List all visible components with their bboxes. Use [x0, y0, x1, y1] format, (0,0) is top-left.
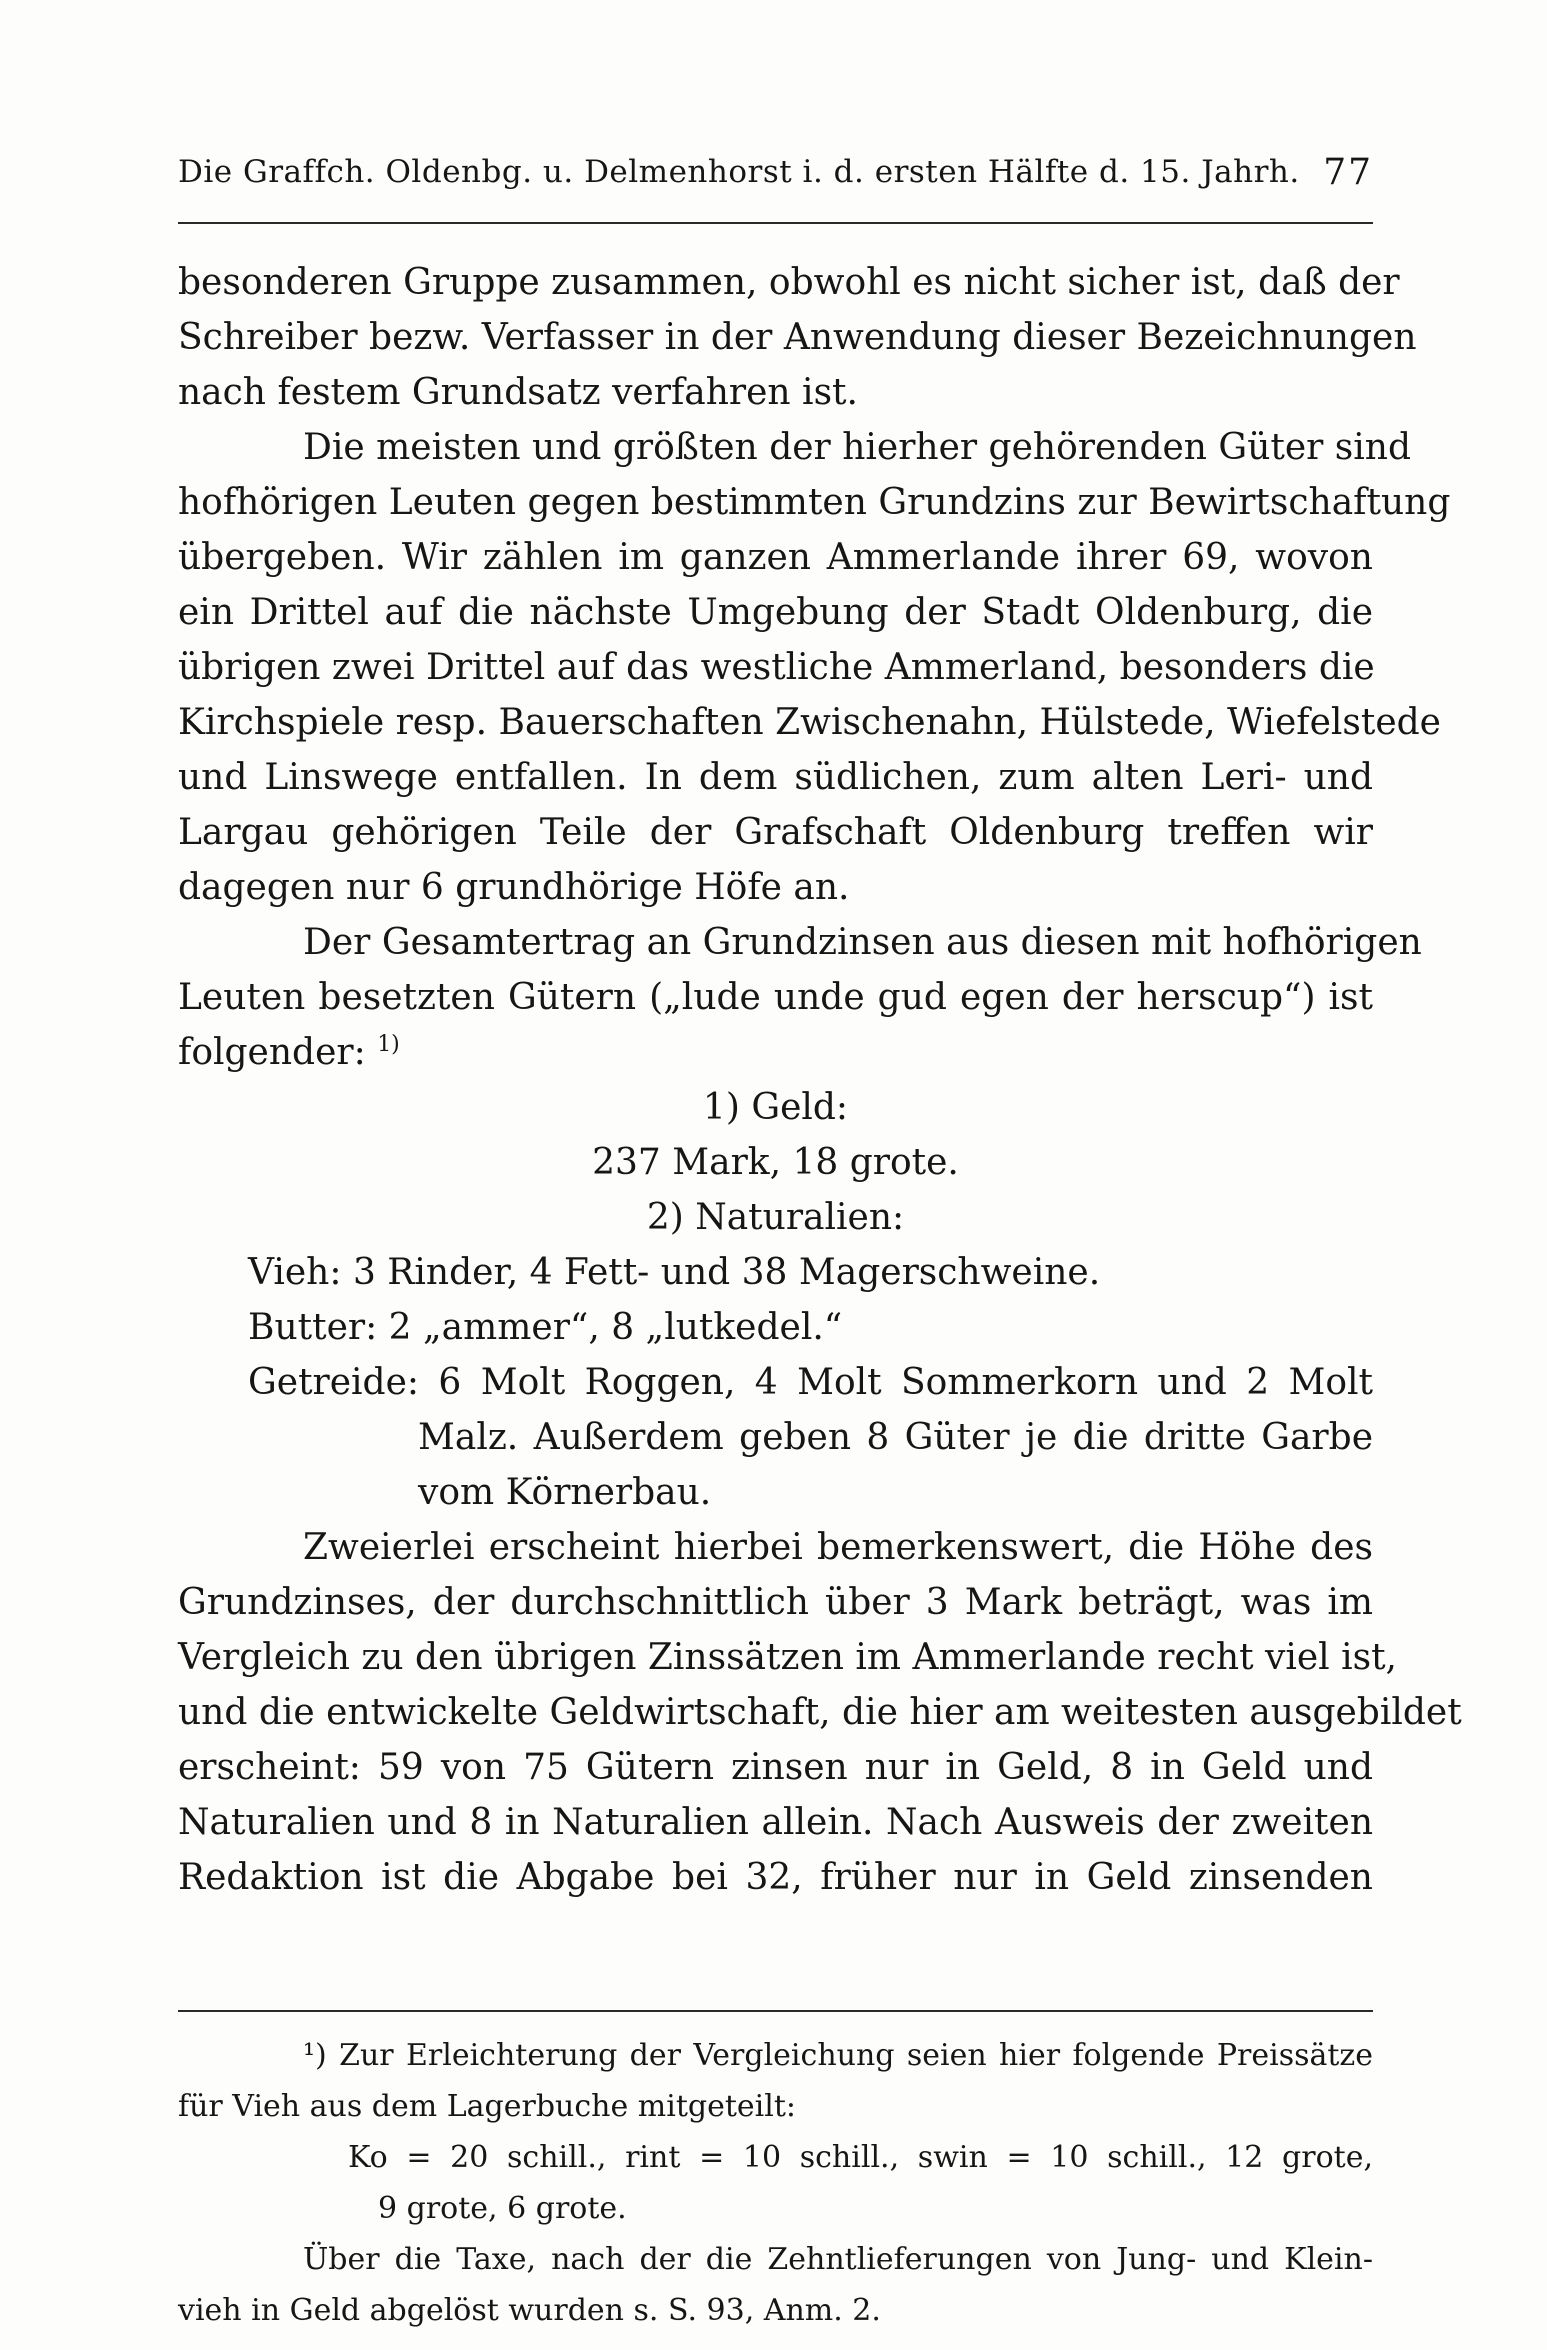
footnote-line: vieh in Geld abgelöst wurden s. S. 93, Anm. 2.: [178, 2293, 881, 2328]
text-line: Largau gehörigen Teile der Grafschaft Oldenburg treffen wir: [178, 812, 1373, 853]
text-line: Schreiber bezw. Verfasser in der Anwendung dieser Bezeichnungen: [178, 317, 1417, 358]
list-item-getreide-cont: vom Körnerbau.: [418, 1472, 712, 1513]
text-line: übrigen zwei Drittel auf das westliche Ammerland, besonders die: [178, 647, 1375, 688]
header-rule: [178, 222, 1373, 224]
list-item-butter: Butter: 2 „ammer“, 8 „lutkedel.“: [248, 1307, 843, 1348]
text-line: dagegen nur 6 grundhörige Höfe an.: [178, 867, 850, 908]
text-line: übergeben. Wir zählen im ganzen Ammerlande ihrer 69, wovon: [178, 537, 1373, 578]
footnote-line: 9 grote, 6 grote.: [378, 2191, 627, 2226]
main-text: [178, 255, 1462, 1905]
text-line: ein Drittel auf die nächste Umgebung der Stadt Oldenburg, die: [178, 592, 1373, 633]
text-line: Kirchspiele resp. Bauerschaften Zwischenahn, Hülstede, Wiefelstede: [178, 702, 1441, 743]
text-line: Redaktion ist die Abgabe bei 32, früher nur in Geld zinsenden: [178, 1857, 1373, 1898]
text-line: Vergleich zu den übrigen Zinssätzen im Ammerlande recht viel ist,: [178, 1637, 1397, 1678]
footnote-line: für Vieh aus dem Lagerbuche mitgeteilt:: [178, 2089, 796, 2124]
footnote-line: Über die Taxe, nach der die Zehntlieferungen von Jung- und Klein-: [303, 2242, 1373, 2277]
list-heading-money: 1) Geld:: [702, 1087, 849, 1128]
page-header: [178, 150, 1373, 206]
text-line-content: folgender:: [178, 1032, 366, 1073]
footnote-line: ¹) Zur Erleichterung der Vergleichung seien hier folgende Preissätze: [303, 2038, 1373, 2073]
footnote-rule: [178, 2010, 1373, 2012]
text-line: und die entwickelte Geldwirtschaft, die hier am weitesten ausgebildet: [178, 1692, 1462, 1733]
footnote-ref-marker: 1): [377, 1032, 400, 1057]
footnotes: [178, 2030, 1373, 2336]
text-line: nach festem Grundsatz verfahren ist.: [178, 372, 858, 413]
list-heading-natural: 2) Naturalien:: [646, 1197, 905, 1238]
text-line: besonderen Gruppe zusammen, obwohl es nicht sicher ist, daß der: [178, 262, 1400, 303]
text-line: Die meisten und größten der hierher gehörenden Güter sind: [303, 427, 1412, 468]
text-line: Leuten besetzten Gütern („lude unde gud egen der herscup“) ist: [178, 977, 1373, 1018]
list-item-getreide-cont: Malz. Außerdem geben 8 Güter je die dritte Garbe: [418, 1417, 1373, 1458]
text-line: [178, 1025, 1373, 1080]
text-line: hofhörigen Leuten gegen bestimmten Grundzins zur Bewirtschaftung: [178, 482, 1451, 523]
text-line: und Linswege entfallen. In dem südlichen, zum alten Leri- und: [178, 757, 1373, 798]
money-amount: 237 Mark, 18 grote.: [592, 1142, 959, 1183]
text-line: Grundzinses, der durchschnittlich über 3 Mark beträgt, was im: [178, 1582, 1373, 1623]
footnote-line: Ko = 20 schill., rint = 10 schill., swin = 10 schill., 12 grote,: [348, 2140, 1373, 2175]
running-title: Die Graffch. Oldenbg. u. Delmenhorst i. d. ersten Hälfte d. 15. Jahrh.: [178, 154, 1300, 190]
text-line: Der Gesamtertrag an Grundzinsen aus diesen mit hofhörigen: [303, 922, 1422, 963]
text-line: Naturalien und 8 in Naturalien allein. Nach Ausweis der zweiten: [178, 1802, 1373, 1843]
text-line: erscheint: 59 von 75 Gütern zinsen nur in Geld, 8 in Geld und: [178, 1747, 1373, 1788]
list-item-vieh: Vieh: 3 Rinder, 4 Fett- und 38 Magerschweine.: [248, 1252, 1101, 1293]
page-number: 77: [1323, 152, 1373, 193]
text-line: Zweierlei erscheint hierbei bemerkenswert, die Höhe des: [303, 1527, 1373, 1568]
list-item-getreide: Getreide: 6 Molt Roggen, 4 Molt Sommerkorn und 2 Molt: [248, 1362, 1373, 1403]
